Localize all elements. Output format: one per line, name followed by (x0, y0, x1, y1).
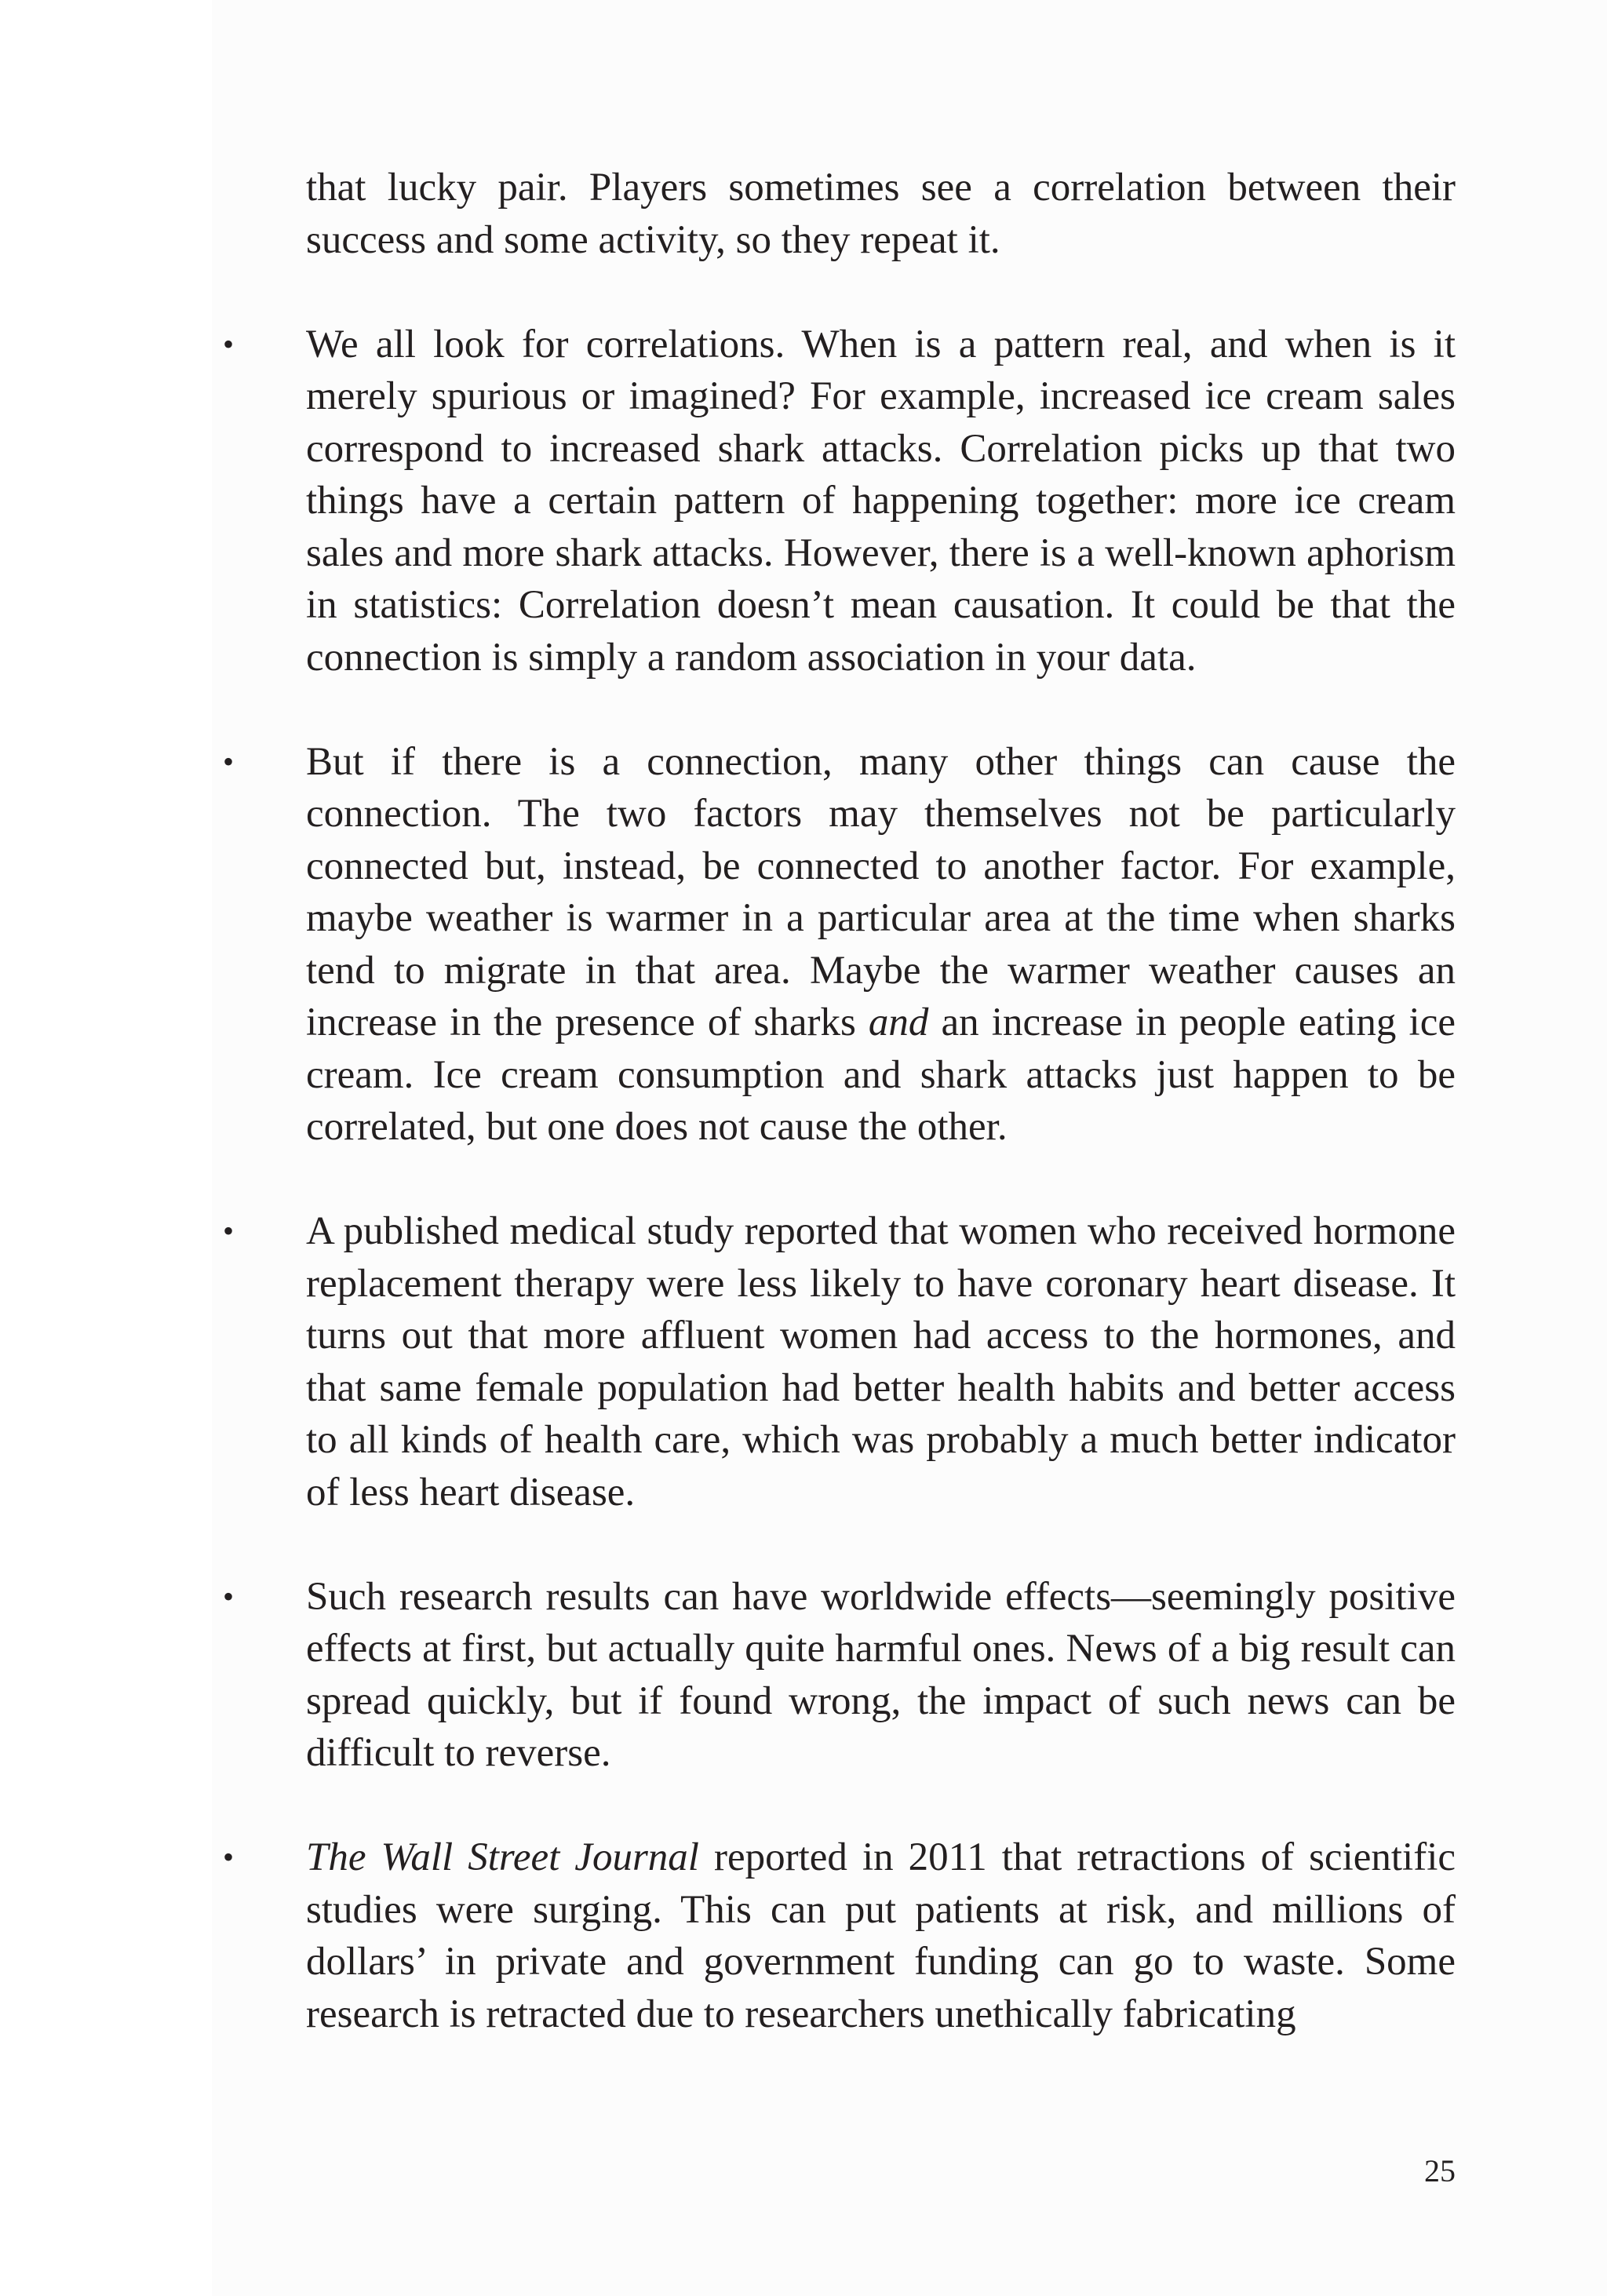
bullet-text-after: reported in 2011 that retractions of scientific studies were surging. This can put patients at risk, and millions of dollars’ in private and government funding can go to waste. Some research is retracted due to researchers unethically fabricating (306, 1835, 1456, 2036)
bullet-text-before: But if there is a connection, many other things can cause the connection. The two factors may themselves not be particularly connected but, instead, be connected to another factor. For example, maybe weather is warmer in a particular area at the time when sharks tend to migrate in that area. Maybe the warmer weather causes an increase in the presence of sharks (306, 739, 1456, 1044)
bullet-emphasis-journal-title: The Wall Street Journal (306, 1835, 699, 1879)
bullet-item-retractions (223, 1831, 1456, 2040)
bullet-item-medical-study (223, 1205, 1456, 1518)
page-body (223, 162, 1456, 2040)
bullet-icon: • (223, 326, 235, 362)
bullet-text: We all look for correlations. When is a pattern real, and when is it merely spurious or imagined? For example, increased ice cream sales correspond to increased shark attacks. Correlation picks up that two things have a certain pattern of happening together: more ice cream sales and more shark attacks. However, there is a well-known aphorism in statistics: Correlation doesn’t mean causation. It could be that the connection is simply a random association in your data. (306, 322, 1456, 680)
bullet-item-correlations (223, 319, 1456, 684)
intro-paragraph: that lucky pair. Players sometimes see a correlation between their success and some activity, so they repeat it. (306, 166, 1456, 262)
bullet-icon: • (223, 1578, 235, 1614)
bullet-item-connection (223, 736, 1456, 1153)
bullet-icon: • (223, 1213, 235, 1248)
bullet-item-research-effects (223, 1571, 1456, 1780)
page-number: 25 (1424, 2153, 1456, 2188)
bullet-text-after: an increase in people eating ice cream. Ice cream consumption and shark attacks just happen to be correlated, but one does not cause the other. (306, 1000, 1456, 1149)
bullet-text: Such research results can have worldwide effects—seemingly positive effects at first, but actually quite harmful ones. News of a big result can spread quickly, but if found wrong, the impact of such news can be difficult to reverse. (306, 1574, 1456, 1775)
bullet-icon: • (223, 1839, 235, 1875)
bullet-emphasis: and (868, 1000, 929, 1044)
bullet-icon: • (223, 743, 235, 779)
bullet-text: A published medical study reported that women who received hormone replacement therapy were less likely to have coronary heart disease. It turns out that more affluent women had access to the hormones, and that same female population had better health habits and better access to all kinds of health care, which was probably a much better indicator of less heart disease. (306, 1209, 1456, 1514)
